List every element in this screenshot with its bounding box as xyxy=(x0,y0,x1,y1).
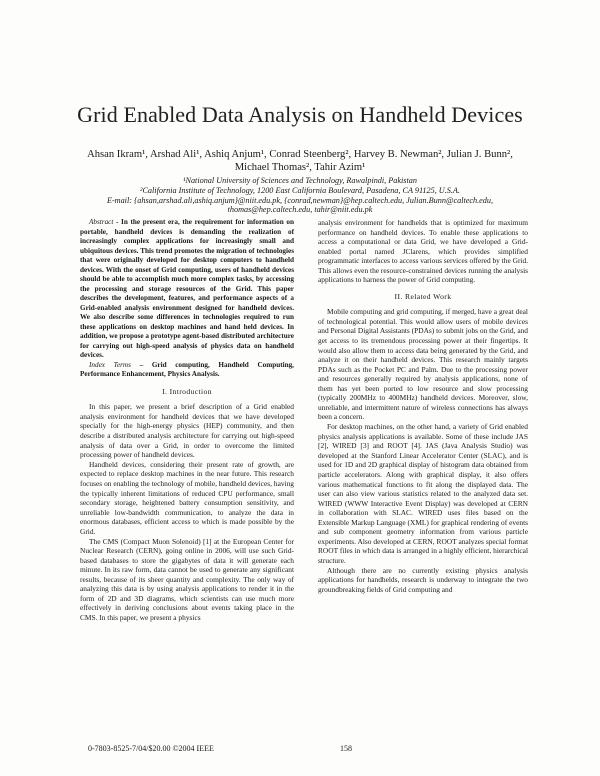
related-paragraph-2: For desktop machines, on the other hand, a variety of Grid enabled physics analysis applications is available. Some of these include JAS [2], WIRED [3] and ROOT [4]. JAS (Java Analysis Studio) was developed at the Stanford Linear Accelerator Center (SLAC), and is used for 1D and 2D graphical display of histogram data obtained from particle accelerators. Along with graphical display, it also offers various mathematical functions to fit along the displayed data. The user can also view various statistics related to the analyzed data set. WIRED (WWW Interactive Event Display) was developed at CERN in collaboration with SLAC. WIRED uses files based on the Extensible Markup Language (XML) for graphical rendering of events and sub component geometry information from various particle experiments. Also developed at CERN, ROOT analyzes special format ROOT files in which data is arranged in a highly efficient, hierarchical structure. xyxy=(318,422,528,565)
affiliations xyxy=(40,176,560,215)
intro-paragraph-2: Handheld devices, considering their present rate of growth, are expected to replace desktop machines in the near future. This research focuses on enabling the technology of mobile, handheld devices, having the typically inherent limitations of reduced CPU performance, small secondary storage, heightened battery consumption sensitivity, and unreliable low-bandwidth communication, to analyze the data in enormous databases, efficient access to which is made possible by the Grid. xyxy=(80,459,294,536)
section-heading-introduction: I. Introduction xyxy=(162,386,212,396)
right-column xyxy=(318,218,528,595)
index-terms-text: – Grid computing, Handheld Computing, Performance Enhancement, Physics Analysis. xyxy=(80,360,294,379)
abstract xyxy=(80,218,294,361)
abstract-text: - In the present era, the requirement for information on portable, handheld devices is demanding the realization of increasingly complex applications for increasingly small and ubiquitous devices. This trend promotes the migration of technologies that were originally developed for desktop computers to handheld devices. With the onset of Grid computing, users of handheld devices should be able to accomplish much more complex tasks, by accessing the processing and storage resources of the Grid. This paper describes the development, features, and performance aspects of a Grid-enabled analysis environment designed for handheld devices. We also describe some differences in technologies required to run these applications on desktop machines and hand held devices. In addition, we propose a prototype agent-based distributed architecture for carrying out high-speed analysis of physics data on handheld devices. xyxy=(80,218,294,359)
left-column xyxy=(80,218,294,623)
related-paragraph-3: Although there are no currently existing physics analysis applications for handhelds, research is underway to integrate the two groundbreaking fields of Grid computing and xyxy=(318,565,528,594)
authors-line-2: Michael Thomas², Tahir Azim¹ xyxy=(234,162,366,173)
intro-paragraph-1: In this paper, we present a brief description of a Grid enabled analysis environment for handheld devices that we have developed specially for the high-energy physics (HEP) community, and then describe a distributed analysis architecture for carrying out high-speed analysis of data over a Grid, in order to overcome the limited processing power of handheld devices. xyxy=(80,402,294,460)
footer-page-number: 158 xyxy=(340,744,352,753)
email-line-1: E-mail: {ahsan,arshad.ali,ashiq.anjum}@niit.edu.pk, {conrad,newman}@hep.caltech.edu, Julian.Bunn@caltech.edu, xyxy=(106,195,494,205)
affiliation-1: ¹National University of Sciences and Technology, Rawalpindi, Pakistan xyxy=(183,176,417,185)
intro-paragraph-3: The CMS (Compact Muon Solenoid) [1] at the European Center for Nuclear Research (CERN), going online in 2006, will use such Grid-based databases to store the gigabytes of data it will generate each minute. In its raw form, data cannot be used to generate any significant results, because of its sheer quantity and complexity. The only way of analyzing this data is by using analysis applications to render it in the form of 2D and 3D diagrams, which scientists can use much more effectively in deriving conclusions about events taking place in the CMS. In this paper, we present a physics xyxy=(80,536,294,622)
footer-isbn: 0-7803-8525-7/04/$20.00 ©2004 IEEE xyxy=(88,744,214,753)
index-terms xyxy=(80,361,294,380)
index-terms-label: Index Terms xyxy=(89,360,131,369)
author-list xyxy=(40,148,560,174)
paper-title: Grid Enabled Data Analysis on Handheld Devices xyxy=(77,102,523,127)
affiliation-2: ²California Institute of Technology, 1200 East California Boulevard, Pasadena, CA 91125, U.S.A. xyxy=(140,185,460,195)
authors-line-1: Ahsan Ikram¹, Arshad Ali¹, Ashiq Anjum¹, Conrad Steenberg², Harvey B. Newman², Julian J. Bunn², xyxy=(87,149,513,160)
section-heading-related-work: II. Related Work xyxy=(394,291,452,301)
right-paragraph-1: analysis environment for handhelds that is optimized for maximum performance on handheld devices. To enable these applications to access a computational or data Grid, we have developed a Grid-enabled portal named JClarens, which provides simplified programmatic interfaces to access various services offered by the Grid. This allows even the resource-constrained devices running the analysis applications to harness the power of Grid computing. xyxy=(318,218,529,285)
abstract-label: Abstract xyxy=(89,218,114,226)
related-paragraph-1: Mobile computing and grid computing, if merged, have a great deal of technological potential. This would allow users of mobile devices and Personal Digital Assistants (PDAs) to submit jobs on the Grid, and get access to its tremendous processing power at their fingertips. It would also allow them to access data being generated by the Grid, and analyze it on their handheld devices. This research mainly targets PDAs such as the Pocket PC and Palm. Due to the processing power and resources generally required by analysis applications, none of them has yet been ported to low resource and slow processing (typically 200MHz to 400MHz) handheld devices. Moreover, slow, unreliable, and intermittent nature of wireless connections has always been a concern. xyxy=(318,307,528,422)
email-line-2: thomas@hep.caltech.edu, tahir@niit.edu.pk xyxy=(227,205,373,215)
